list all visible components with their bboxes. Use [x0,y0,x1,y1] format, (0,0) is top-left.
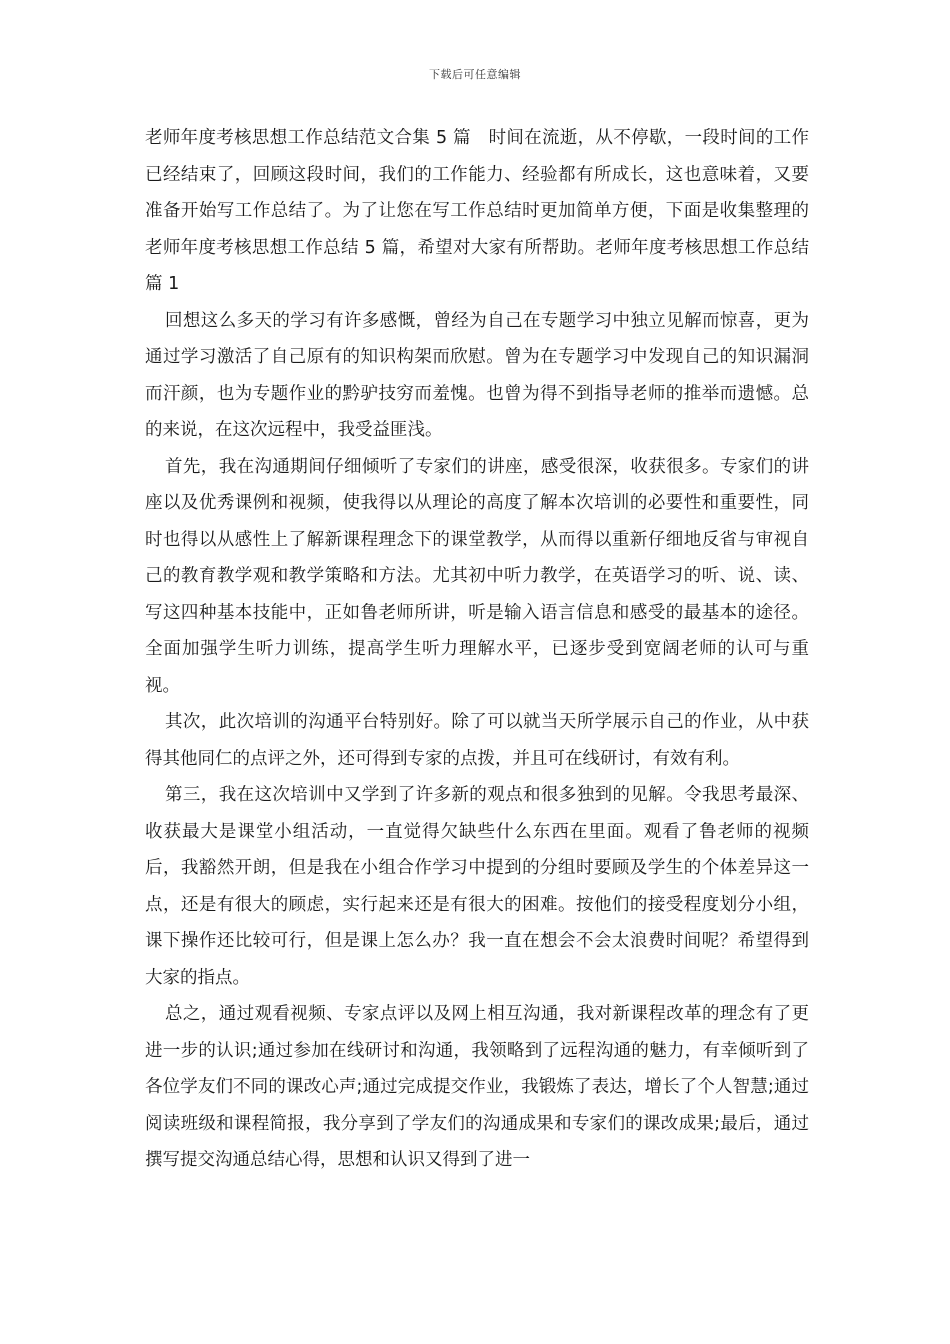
paragraph-third: 第三，我在这次培训中又学到了许多新的观点和很多独到的见解。令我思考最深、收获最大是课堂小组活动，一直觉得欠缺些什么东西在里面。观看了鲁老师的视频后，我豁然开朗，但是我在小组合作学习中提到的分组时要顾及学生的个体差异这一点，还是有很大的顾虑，实行起来还是有很大的困难。按他们的接受程度划分小组，课下操作还比较可行，但是课上怎么办？我一直在想会不会太浪费时间呢？希望得到大家的指点。 [145,785,809,988]
paragraph-first: 首先，我在沟通期间仔细倾听了专家们的讲座，感受很深，收获很多。专家们的讲座以及优秀课例和视频，使我得以从理论的高度了解本次培训的必要性和重要性，同时也得以从感性上了解新课程理念下的课堂教学，从而得以重新仔细地反省与审视自己的教育教学观和教学策略和方法。尤其初中听力教学，在英语学习的听、说、读、写这四种基本技能中，正如鲁老师所讲，听是输入语言信息和感受的最基本的途径。全面加强学生听力训练，提高学生听力理解水平，已逐步受到宽阔老师的认可与重视。 [145,456,809,696]
document-body [145,120,809,1179]
paragraph-second: 其次，此次培训的沟通平台特别好。除了可以就当天所学展示自己的作业，从中获得其他同仁的点评之外，还可得到专家的点拨，并且可在线研讨，有效有利。 [145,712,809,769]
paragraph-reflection: 回想这么多天的学习有许多感慨，曾经为自己在专题学习中独立见解而惊喜，更为通过学习激活了自己原有的知识构架而欣慰。曾为在专题学习中发现自己的知识漏洞而汗颜，也为专题作业的黔驴技穷而羞愧。也曾为得不到指导老师的推举而遗憾。总的来说，在这次远程中，我受益匪浅。 [145,310,809,440]
page-header: 下载后可任意编辑 [429,68,521,81]
paragraph-intro: 老师年度考核思想工作总结范文合集 5 篇 时间在流逝，从不停歇，一段时间的工作已经结束了，回顾这段时间，我们的工作能力、经验都有所成长，这也意味着，又要准备开始写工作总结了。为了让您在写工作总结时更加简单方便，下面是收集整理的老师年度考核思想工作总结 5 篇，希望对大家有所帮助。老师年度考核思想工作总结 篇 1 [145,128,809,294]
paragraph-summary: 总之，通过观看视频、专家点评以及网上相互沟通，我对新课程改革的理念有了更进一步的认识;通过参加在线研讨和沟通，我领略到了远程沟通的魅力，有幸倾听到了各位学友们不同的课改心声;通过完成提交作业，我锻炼了表达，增长了个人智慧;通过阅读班级和课程简报，我分享到了学友们的沟通成果和专家们的课改成果;最后，通过撰写提交沟通总结心得，思想和认识又得到了进一 [145,1004,809,1170]
